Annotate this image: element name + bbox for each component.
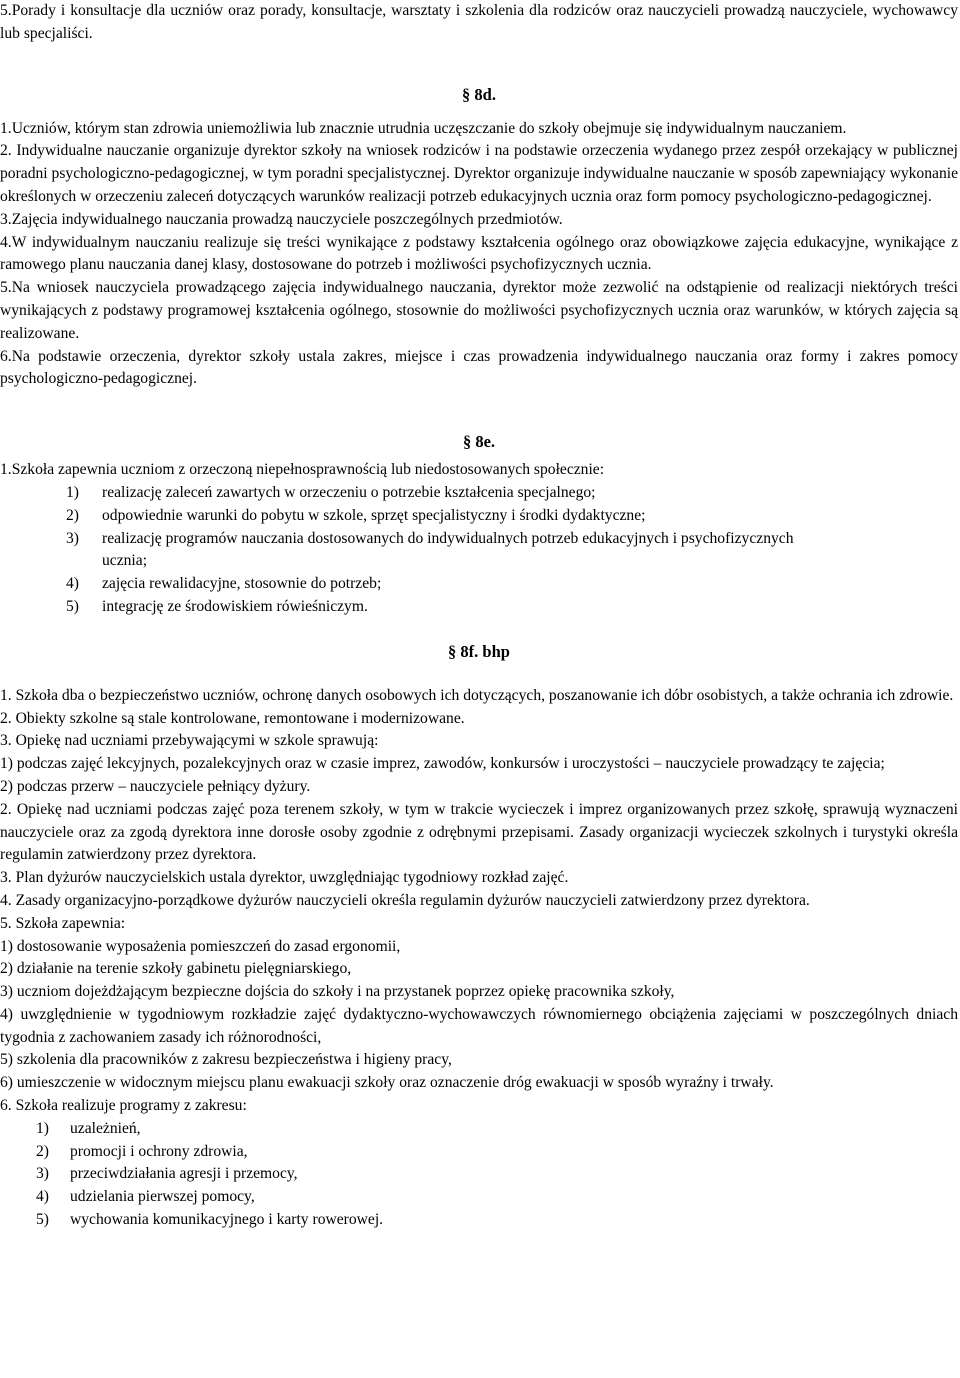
paragraph-8d-3: 3.Zajęcia indywidualnego nauczania prowadzą nauczyciele poszczególnych przedmiotów. xyxy=(0,210,563,228)
paragraph-8e-intro: 1.Szkoła zapewnia uczniom z orzeczoną niepełnosprawnością lub niedostosowanych społecznie: xyxy=(0,461,605,479)
paragraph-8f-7: 5. Szkoła zapewnia: xyxy=(0,914,126,932)
section-heading-8f: § 8f. bhp xyxy=(448,641,510,661)
list-item: 1) realizację zaleceń zawartych w orzeczeniu o potrzebie kształcenia specjalnego; xyxy=(66,483,596,501)
paragraph-8f-6: 4. Zasady organizacyjno-porządkowe dyżurów nauczycieli określa regulamin dyżurów nauczycieli zatwierdzony przez dyrektora. xyxy=(0,891,810,909)
paragraph-8d-5: 5.Na wniosek nauczyciela prowadzącego zajęcia indywidualnego nauczania, dyrektor może zezwolić na odstąpienie od realizacji niektórych treści wynikających z podstawy programowej kształcenia ogólnego, stosownie do możliwości psychofizycznych ucznia oraz warunków, w których zajęcia są realizowane. xyxy=(0,279,958,342)
paragraph-8f-3b: 2) podczas przerw – nauczyciele pełniący dyżury. xyxy=(0,777,311,795)
list-item: 4) uwzględnienie w tygodniowym rozkładzie zajęć dydaktyczno-wychowawczych równomiernego obciążenia zajęciami w poszczególnych dniach tygodnia z zachowaniem zasady ich różnorodności, xyxy=(0,1005,958,1046)
paragraph-porady: 5.Porady i konsultacje dla uczniów oraz porady, konsultacje, warsztaty i szkolenia dla rodziców oraz nauczycieli prowadzą nauczyciele, wychowawcy lub specjaliści. xyxy=(0,2,958,42)
list-item: 2) odpowiednie warunki do pobytu w szkole, sprzęt specjalistyczny i środki dydaktyczne; xyxy=(66,506,646,524)
list-item: 2) działanie na terenie szkoły gabinetu pielęgniarskiego, xyxy=(0,960,352,978)
paragraph-8f-3a: 1) podczas zajęć lekcyjnych, pozalekcyjnych oraz w czasie imprez, zawodów, konkursów i uroczystości – nauczyciele prowadzący te zajęcia; xyxy=(0,755,885,773)
list-item: 4) zajęcia rewalidacyjne, stosownie do potrzeb; xyxy=(66,575,382,593)
list-item: 5) wychowania komunikacyjnego i karty rowerowej. xyxy=(36,1211,384,1229)
list-item: 5) integrację ze środowiskiem rówieśniczym. xyxy=(66,597,368,615)
list-item: 1) dostosowanie wyposażenia pomieszczeń do zasad ergonomii, xyxy=(0,937,401,955)
paragraph-8d-1: 1.Uczniów, którym stan zdrowia uniemożliwia lub znacznie utrudnia uczęszczanie do szkoły obejmuje się indywidualnym nauczaniem. xyxy=(0,119,847,137)
paragraph-8f-4: 2. Opiekę nad uczniami podczas zajęć poza terenem szkoły, w tym w trakcie wycieczek i imprez organizowanych przez szkołę, sprawują wyznaczeni nauczyciele oraz za zgodą dyrektora inne dorosłe osoby zgodnie z odrębnymi przepisami. Zasady organizacji wycieczek szkolnych i turystyki określa regulamin zatwierdzony przez dyrektora. xyxy=(0,800,958,864)
list-item: 3) realizację programów nauczania dostosowanych do indywidualnych potrzeb edukacyjnych i psychofizycznych ucznia; xyxy=(66,529,794,570)
paragraph-8f-1: 1. Szkoła dba o bezpieczeństwo uczniów, ochronę danych osobowych ich dotyczących, poszanowanie ich dóbr osobistych, a także ochrania ich zdrowie. xyxy=(0,686,954,704)
list-item: 5) szkolenia dla pracowników z zakresu bezpieczeństwa i higieny pracy, xyxy=(0,1051,452,1069)
paragraph-8d-6: 6.Na podstawie orzeczenia, dyrektor szkoły ustala zakres, miejsce i czas prowadzenia indywidualnego nauczania oraz formy i zakres pomocy psychologiczno-pedagogicznej. xyxy=(0,347,958,388)
list-item: 3) przeciwdziałania agresji i przemocy, xyxy=(36,1165,298,1183)
list-item: 3) uczniom dojeżdżającym bezpieczne dojścia do szkoły i na przystanek poprzez opiekę pracownika szkoły, xyxy=(0,983,675,1001)
section-heading-8e: § 8e. xyxy=(462,432,496,452)
list-item: 4) udzielania pierwszej pomocy, xyxy=(36,1188,255,1206)
list-8f-programs xyxy=(0,1118,958,1232)
paragraph-8f-2: 2. Obiekty szkolne są stale kontrolowane, remontowane i modernizowane. xyxy=(0,709,465,727)
paragraph-8d-2: 2. Indywidualne nauczanie organizuje dyrektor szkoły na wniosek rodziców i na podstawie orzeczenia wydanego przez zespół orzekający w publicznej poradni psychologiczno-pedagogicznej, w tym poradni specjalistycznej. Dyrektor organizuje indywidualne nauczanie w sposób zapewniający wykonanie określonych w orzeczeniu zaleceń dotyczących warunków realizacji potrzeb edukacyjnych ucznia oraz form pomocy psychologiczno-pedagogicznej. xyxy=(0,142,958,205)
list-8e xyxy=(0,482,958,619)
list-item: 6) umieszczenie w widocznym miejscu planu ewakuacji szkoły oraz oznaczenie dróg ewakuacji w sposób wyraźny i trwały. xyxy=(0,1074,774,1092)
list-item: 2) promocji i ochrony zdrowia, xyxy=(36,1142,248,1160)
list-item: 1) uzależnień, xyxy=(36,1119,141,1137)
paragraph-8f-8: 6. Szkoła realizuje programy z zakresu: xyxy=(0,1097,247,1115)
paragraph-8f-3: 3. Opiekę nad uczniami przebywającymi w szkole sprawują: xyxy=(0,732,379,750)
section-heading-8d: § 8d. xyxy=(462,84,496,104)
paragraph-8f-5: 3. Plan dyżurów nauczycielskich ustala dyrektor, uwzględniając tygodniowy rozkład zajęć. xyxy=(0,869,569,887)
paragraph-8d-4: 4.W indywidualnym nauczaniu realizuje się treści wynikające z podstawy kształcenia ogólnego oraz obowiązkowe zajęcia edukacyjne, wynikające z ramowego planu nauczania danej klasy, dostosowane do potrzeb i możliwości psychofizycznych ucznia. xyxy=(0,233,958,274)
